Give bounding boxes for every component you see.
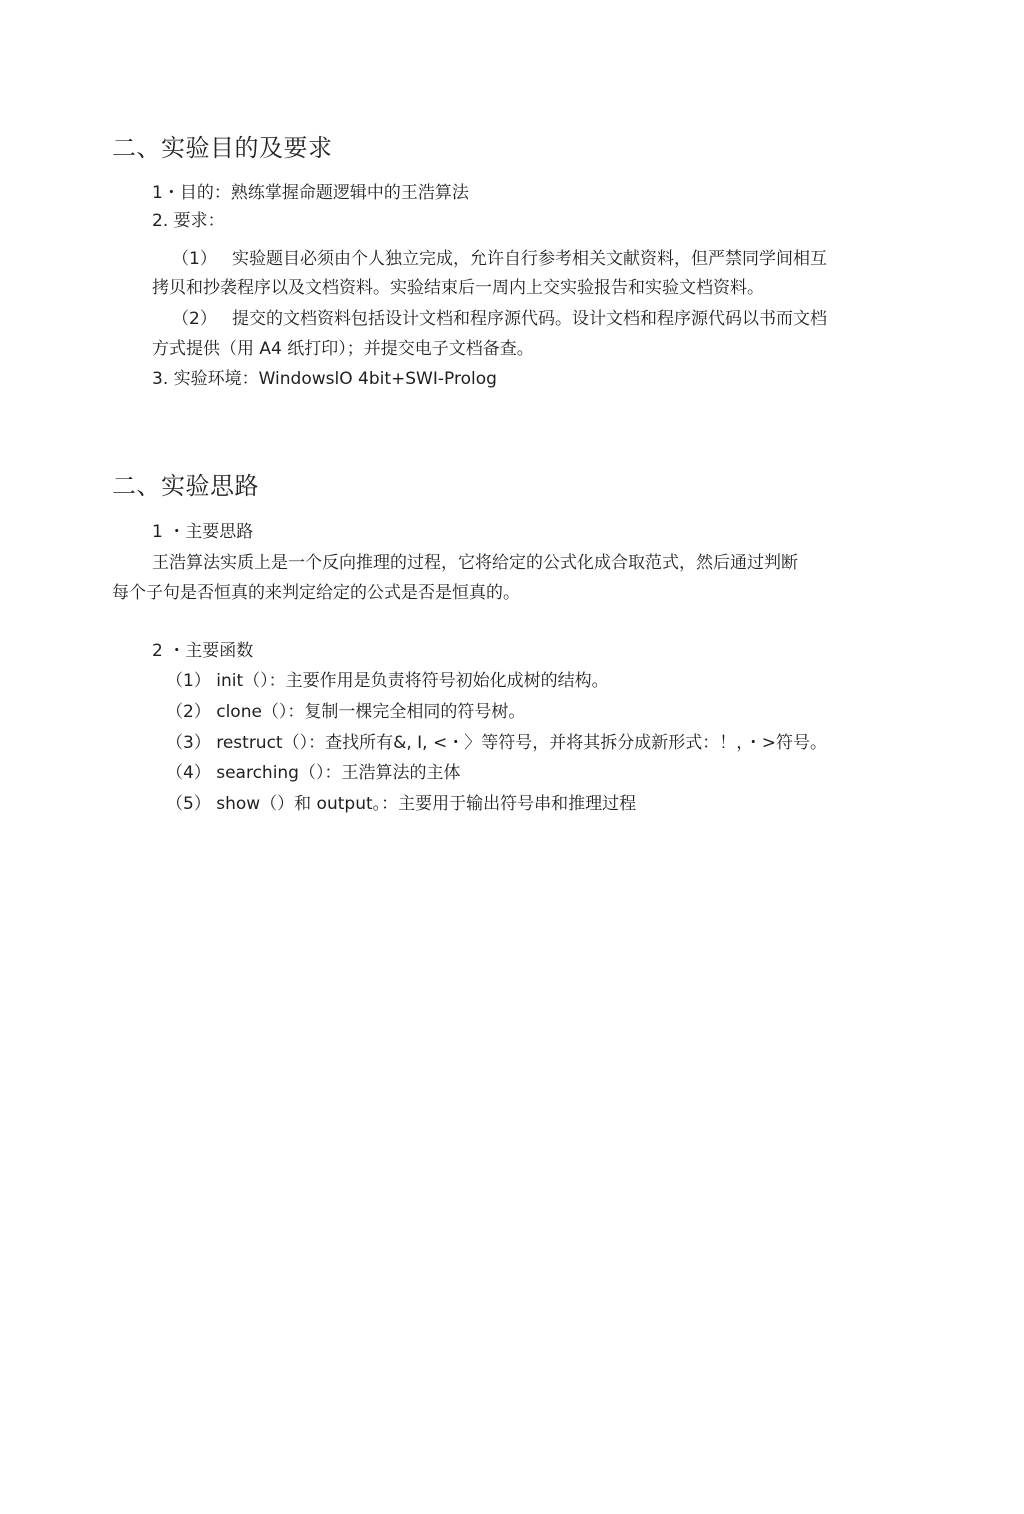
idea-line1: 王浩算法实质上是一个反向推理的过程，它将给定的公式化成合取范式，然后通过判断: [152, 553, 798, 573]
function-item-show-output: （5） show（）和 output。：主要用于输出符号串和推理过程: [166, 794, 637, 814]
requirements-label: 2. 要求：: [152, 211, 225, 231]
idea-label: 1 ・主要思路: [152, 522, 254, 542]
req2-line1: 提交的文档资料包括设计文档和程序源代码。设计文档和程序源代码以书而文档: [232, 309, 827, 329]
req1-number: （1）: [172, 249, 217, 269]
section1-heading: 二、实验目的及要求: [112, 134, 333, 162]
functions-label: 2 ・主要函数: [152, 641, 254, 661]
req2-line2: 方式提供（用 A4 纸打印）；并提交电子文档备查。: [152, 339, 534, 359]
req1-line2: 拷贝和抄袭程序以及文档资料。实验结束后一周内上交实验报告和实验文档资料。: [152, 278, 764, 298]
environment-line: 3. 实验环境：WindowslO 4bit+SWI-Prolog: [152, 369, 497, 389]
function-item-restruct: （3） restruct（）：查找所有&, I, <・〉等符号，并将其拆分成新形式：！，・>符号。: [166, 733, 827, 753]
function-item-searching: （4） searching（）：王浩算法的主体: [166, 763, 461, 783]
idea-line2: 每个子句是否恒真的来判定给定的公式是否是恒真的。: [112, 583, 520, 603]
req1-line1: 实验题目必须由个人独立完成，允许自行参考相关文献资料，但严禁同学间相互: [232, 249, 827, 269]
section2-heading: 二、实验思路: [112, 472, 259, 500]
function-item-clone: （2） clone（）：复制一棵完全相同的符号树。: [166, 702, 526, 722]
purpose-line: 1・目的：熟练掌握命题逻辑中的王浩算法: [152, 183, 469, 203]
function-item-init: （1） init（）：主要作用是负责将符号初始化成树的结构。: [166, 671, 609, 691]
req2-number: （2）: [172, 309, 217, 329]
